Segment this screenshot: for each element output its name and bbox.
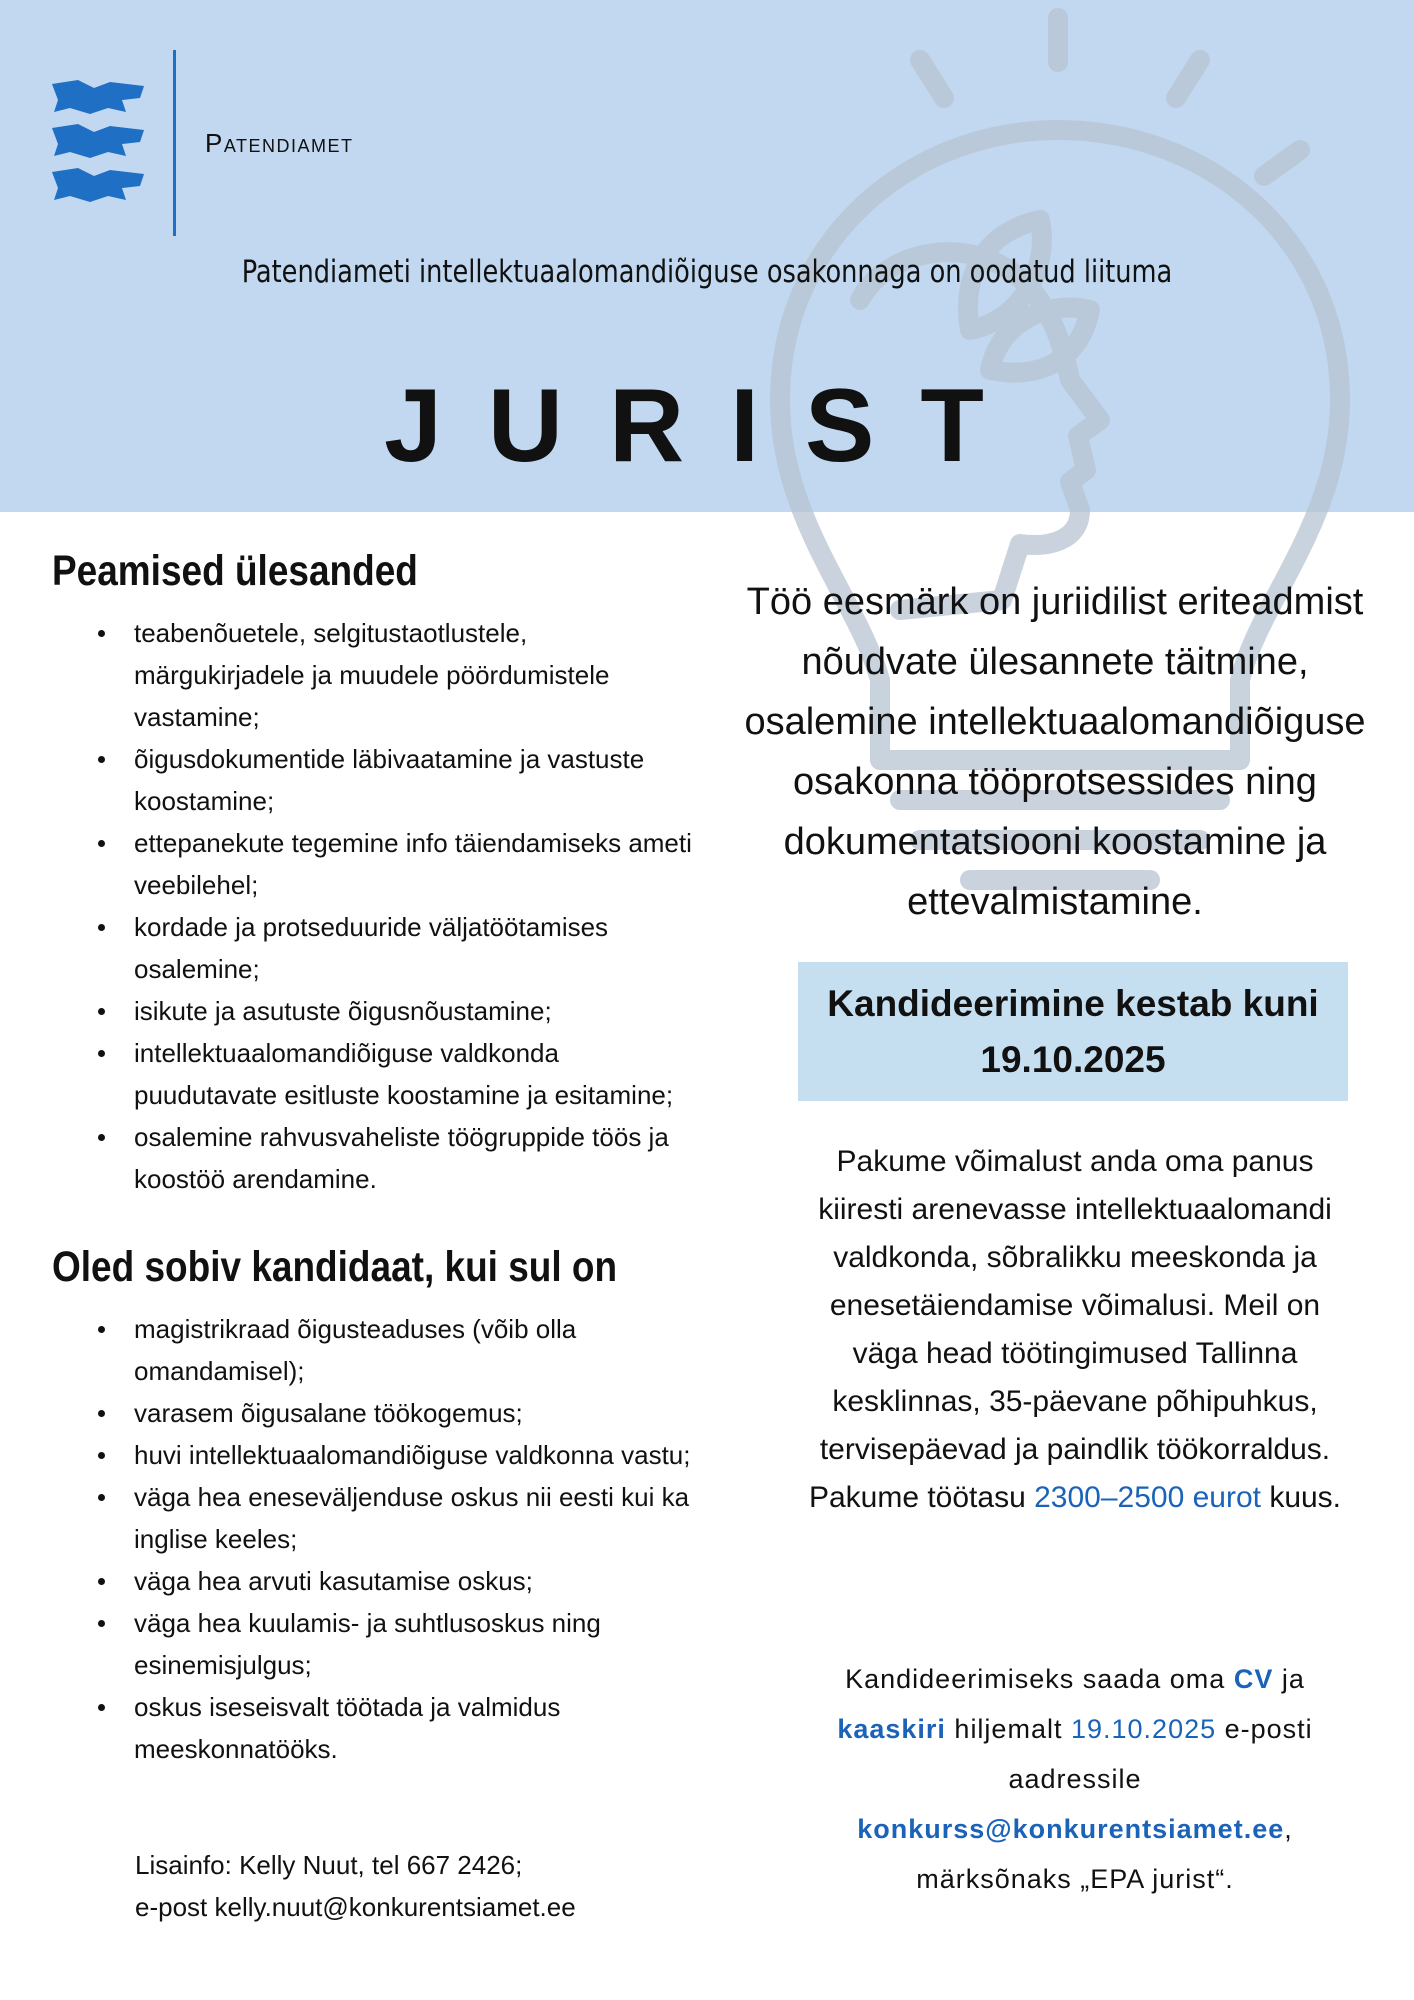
list-item: varasem õigusalane töökogemus;: [52, 1392, 742, 1434]
list-item: osalemine rahvusvaheliste töögruppide töös ja koostöö arendamine.: [52, 1116, 742, 1200]
page-subtitle: Patendiameti intellektuaalomandiõiguse osakonnaga on oodatud liituma: [241, 254, 1173, 290]
job-title: JURIST: [384, 368, 1030, 484]
list-item: intellektuaalomandiõiguse valdkonda puudutavate esitluste koostamine ja esitamine;: [52, 1032, 742, 1116]
salary-range: 2300–2500 eurot: [1034, 1481, 1261, 1514]
list-item: ettepanekute tegemine info täiendamiseks ameti veebilehel;: [52, 822, 742, 906]
offer-text: [800, 1138, 1350, 1522]
org-name: Patendiamet: [205, 128, 354, 158]
list-item: huvi intellektuaalomandiõiguse valdkonna vastu;: [52, 1434, 742, 1476]
requirements-list: [52, 1308, 742, 1770]
apply-instructions: [780, 1654, 1370, 1904]
coat-of-arms-icon: [48, 78, 148, 208]
list-item: kordade ja protseduuride väljatöötamises osalemine;: [52, 906, 742, 990]
list-item: õigusdokumentide läbivaatamine ja vastuste koostamine;: [52, 738, 742, 822]
list-item: isikute ja asutuste õigusnõustamine;: [52, 990, 742, 1032]
deadline-date: 19.10.2025: [980, 1039, 1166, 1080]
apply-deadline-date: 19.10.2025: [1070, 1714, 1217, 1744]
goal-text: Töö eesmärk on juriidilist eriteadmist nõudvate ülesannete täitmine, osalemine intellektuaalomandiõiguse osakonna tööprotsessides ning dokumentatsiooni koostamine ja ettevalmistamine.: [744, 581, 1366, 923]
list-item: magistrikraad õigusteaduses (võib olla omandamisel);: [52, 1308, 742, 1392]
duties-heading: Peamised ülesanded: [52, 547, 418, 595]
apply-text: Kandideerimiseks saada oma: [845, 1664, 1226, 1694]
deadline-box: [798, 962, 1348, 1101]
requirements-heading: Oled sobiv kandidaat, kui sul on: [52, 1243, 618, 1291]
cv-keyword: CV: [1233, 1664, 1274, 1694]
list-item: väga hea arvuti kasutamise oskus;: [52, 1560, 742, 1602]
apply-text: ja: [1281, 1664, 1305, 1694]
application-email-link[interactable]: konkurss@konkurentsiamet.ee: [857, 1814, 1285, 1844]
list-item: väga hea kuulamis- ja suhtlusoskus ning esinemisjulgus;: [52, 1602, 742, 1686]
contact-line-email[interactable]: e-post kelly.nuut@konkurentsiamet.ee: [135, 1892, 576, 1922]
deadline-label: Kandideerimine kestab kuni: [827, 983, 1319, 1024]
apply-text: e-posti aadressile: [1008, 1714, 1313, 1794]
apply-text: , märksõnaks „EPA jurist“.: [916, 1814, 1293, 1894]
list-item: oskus iseseisvalt töötada ja valmidus meeskonnatööks.: [52, 1686, 742, 1770]
contact-info: [135, 1844, 576, 1928]
contact-line-phone: Lisainfo: Kelly Nuut, tel 667 2426;: [135, 1850, 523, 1880]
list-item: väga hea eneseväljenduse oskus nii eesti kui ka inglise keeles;: [52, 1476, 742, 1560]
left-column: [52, 542, 742, 1770]
cover-letter-keyword: kaaskiri: [837, 1714, 946, 1744]
duties-list: [52, 612, 742, 1200]
header-divider: [173, 50, 176, 236]
list-item: teabenõuetele, selgitustaotlustele, märgukirjadele ja muudele pöördumistele vastamine;: [52, 612, 742, 738]
apply-text: hiljemalt: [954, 1714, 1063, 1744]
offer-body: Pakume võimalust anda oma panus kiiresti arenevasse intellektuaalomandi valdkonda, sõbralikku meeskonda ja enesetäiendamise võimalusi. Meil on väga head töötingimused Tallinna kesklinnas, 35-päevane põhipuhkus, tervisepäevad ja paindlik töökorraldus. Pakume töötasu: [808, 1145, 1332, 1514]
offer-tail: kuus.: [1269, 1481, 1342, 1514]
